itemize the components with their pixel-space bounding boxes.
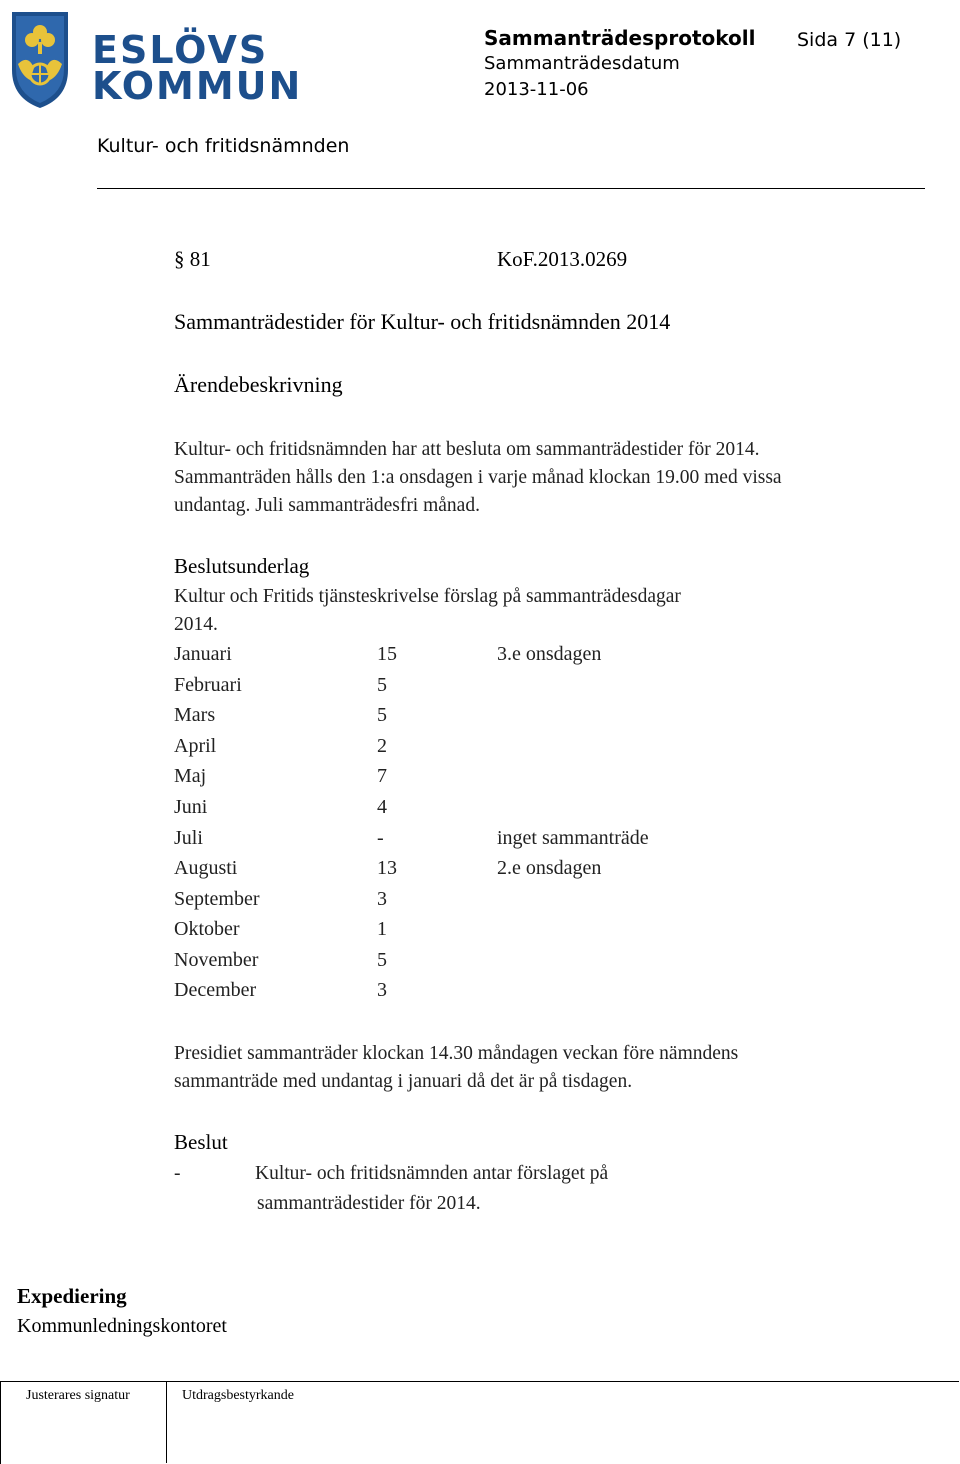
schedule-note: 2.e onsdagen [497,857,602,879]
schedule-day: - [377,827,384,849]
signature-footer [0,1381,959,1464]
decision-bullet: - [174,1163,181,1184]
schedule-day: 7 [377,765,387,787]
schedule-month: Juli [174,827,203,849]
schedule-row [174,979,774,1009]
schedule-row [174,918,774,948]
document-title: Sammanträdesprotokoll [484,26,756,50]
schedule-day: 2 [377,735,387,757]
dispatch-heading: Expediering [17,1284,127,1308]
schedule-month: September [174,888,260,910]
description-line-2: Sammanträden hålls den 1:a onsdagen i varje månad klockan 19.00 med vissa [174,467,782,488]
signature-label: Justerares signatur [26,1388,130,1403]
schedule-row [174,857,774,887]
schedule-row [174,735,774,765]
schedule-month: Juni [174,796,208,818]
schedule-month: December [174,979,257,1001]
meeting-date-label: Sammanträdesdatum [484,53,680,74]
schedule-day: 13 [377,857,397,879]
schedule-row [174,643,774,673]
description-line-3: undantag. Juli sammanträdesfri månad. [174,495,480,516]
basis-line-1: Kultur och Fritids tjänsteskrivelse förslag på sammanträdesdagar [174,586,681,607]
item-title: Sammanträdestider för Kultur- och fritidsnämnden 2014 [174,309,671,334]
municipality-logo-text-line1: ESLÖVS [92,28,269,72]
page-number: Sida 7 (11) [797,29,902,51]
schedule-day: 4 [377,796,387,818]
schedule-month: Mars [174,704,216,726]
schedule-day: 5 [377,674,387,696]
meeting-date-value: 2013-11-06 [484,79,589,100]
schedule-day: 3 [377,979,387,1001]
schedule-row [174,827,774,857]
schedule-note: 3.e onsdagen [497,643,602,665]
decision-heading: Beslut [174,1130,228,1154]
schedule-row [174,888,774,918]
schedule-row [174,704,774,734]
description-heading: Ärendebeskrivning [174,372,343,397]
schedule-month: Januari [174,643,232,665]
paragraph-number-value: 81 [189,247,211,271]
schedule-month: April [174,735,217,757]
schedule-row [174,796,774,826]
decision-line-2: sammanträdestider för 2014. [257,1193,481,1214]
schedule-row [174,765,774,795]
description-line-1: Kultur- och fritidsnämnden har att besluta om sammanträdestider för 2014. [174,439,760,460]
committee-name: Kultur- och fritidsnämnden [97,135,350,157]
schedule-day: 15 [377,643,397,665]
basis-line-2: 2014. [174,614,218,635]
schedule-day: 3 [377,888,387,910]
schedule-month: Oktober [174,918,240,940]
header-divider [97,188,925,189]
schedule-month: Februari [174,674,242,696]
municipality-coat-of-arms-icon [8,6,72,110]
schedule-month: Augusti [174,857,238,879]
schedule-row [174,674,774,704]
schedule-day: 1 [377,918,387,940]
municipality-logo-text-line2: KOMMUN [92,64,303,108]
basis-heading: Beslutsunderlag [174,554,310,578]
schedule-day: 5 [377,949,387,971]
dispatch-recipient: Kommunledningskontoret [17,1315,227,1337]
schedule-day: 5 [377,704,387,726]
certifier-label: Utdragsbestyrkande [182,1388,294,1403]
footer-column-divider [166,1381,167,1463]
schedule-row [174,949,774,979]
schedule-month: Maj [174,765,207,787]
presidium-line-1: Presidiet sammanträder klockan 14.30 måndagen veckan före nämndens [174,1043,739,1064]
paragraph-number: § 81 [174,247,211,271]
schedule-note: inget sammanträde [497,827,649,849]
presidium-line-2: sammanträde med undantag i januari då det är på tisdagen. [174,1071,633,1092]
case-number: KoF.2013.0269 [497,247,628,271]
decision-line-1: Kultur- och fritidsnämnden antar förslaget på [255,1163,609,1184]
schedule-month: November [174,949,259,971]
